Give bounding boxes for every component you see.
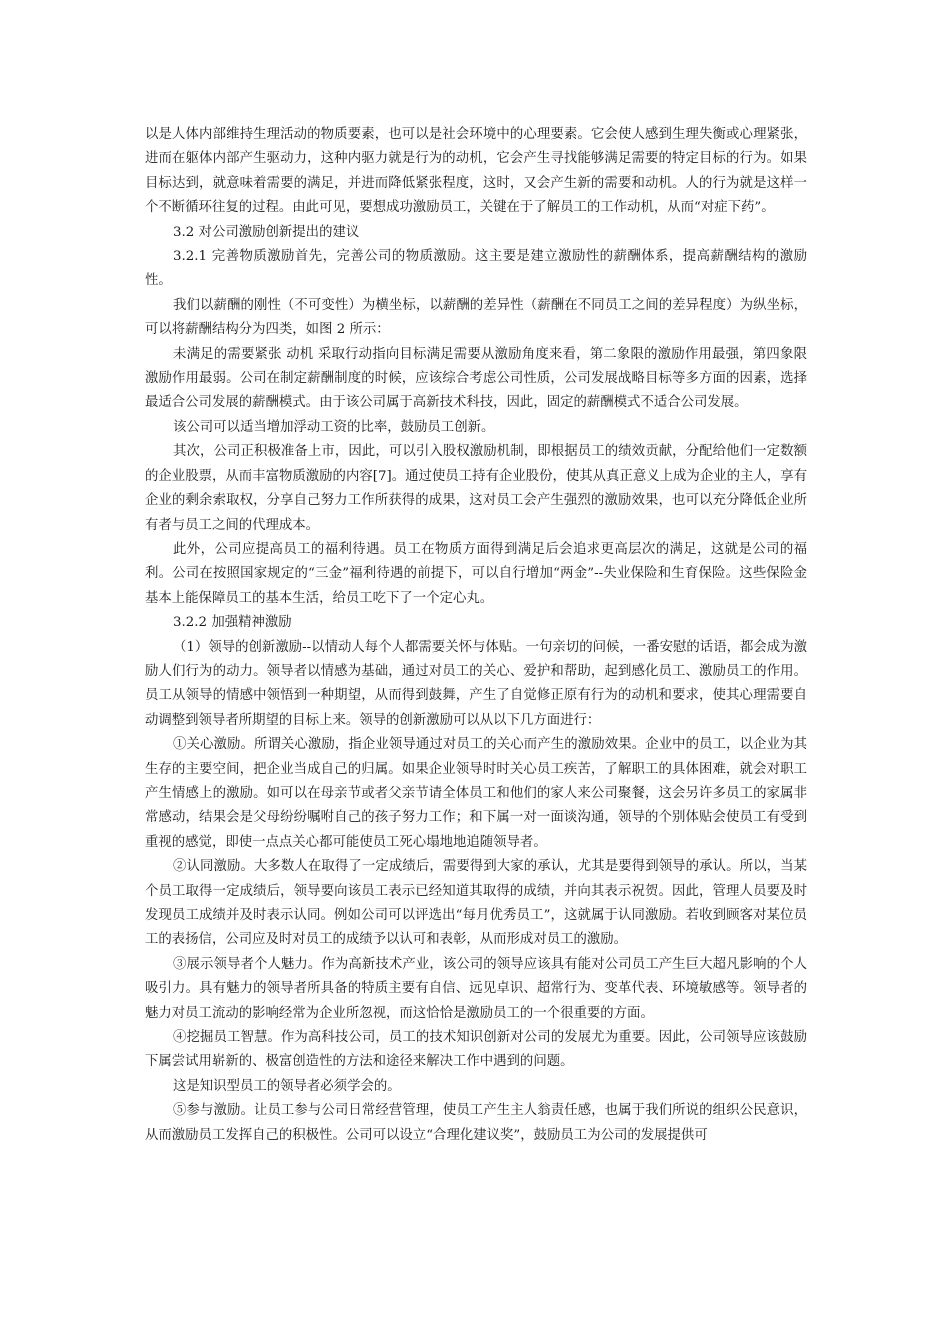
- body-paragraph: 以是人体内部维持生理活动的物质要素，也可以是社会环境中的心理要素。它会使人感到生理失衡或心理紧张，进而在躯体内部产生驱动力，这种内驱力就是行为的动机，它会产生寻找能够满足需要的特定目标的行为。如果目标达到，就意味着需要的满足，并进而降低紧张程度，这时，又会产生新的需要和动机。人的行为就是这样一个不断循环往复的过程。由此可见，要想成功激励员工，关键在于了解员工的工作动机，从而“对症下药”。: [145, 127, 807, 216]
- list-item-paragraph: ②认同激励。大多数人在取得了一定成绩后，需要得到大家的承认，尤其是要得到领导的承认。所以，当某个员工取得一定成绩后，领导要向该员工表示已经知道其取得的成绩，并向其表示祝贺。因此，管理人员要及时发现员工成绩并及时表示认同。例如公司可以评选出“每月优秀员工”，这就属于认同激励。若收到顾客对某位员工的表扬信，公司应及时对员工的成绩予以认可和表彰，从而形成对员工的激励。: [145, 859, 807, 948]
- section-heading-3-2: 3.2 对公司激励创新提出的建议: [173, 224, 360, 240]
- body-paragraph: 此外，公司应提高员工的福利待遇。员工在物质方面得到满足后会追求更高层次的满足，这就是公司的福利。公司在按照国家规定的“三金”福利待遇的前提下，可以自行增加“两金”--失业保险和生育保险。这些保险金基本上能保障员工的基本生活，给员工吃下了一个定心丸。: [145, 541, 807, 606]
- body-paragraph: 这是知识型员工的领导者必须学会的。: [173, 1078, 401, 1094]
- body-paragraph: 该公司可以适当增加浮动工资的比率，鼓励员工创新。: [173, 419, 495, 435]
- list-item-paragraph: ④挖掘员工智慧。作为高科技公司，员工的技术知识创新对公司的发展尤为重要。因此，公司领导应该鼓励下属尝试用崭新的、极富创造性的方法和途径来解决工作中遇到的问题。: [145, 1030, 807, 1070]
- list-item-paragraph: ①关心激励。所谓关心激励，指企业领导通过对员工的关心而产生的激励效果。企业中的员工，以企业为其生存的主要空间，把企业当成自己的归属。如果企业领导时时关心员工疾苦，了解职工的具体困难，就会对职工产生情感上的激励。如可以在母亲节或者父亲节请全体员工和他们的家人来公司聚餐，这会另许多员工的家属非常感动，结果会是父母纷纷嘱咐自己的孩子努力工作；和下属一对一面谈沟通，领导的个别体贴会使员工有受到重视的感觉，即使一点点关心都可能使员工死心塌地地追随领导者。: [145, 737, 807, 850]
- body-paragraph: 我们以薪酬的刚性（不可变性）为横坐标，以薪酬的差异性（薪酬在不同员工之间的差异程度）为纵坐标，可以将薪酬结构分为四类，如图 2 所示：: [145, 297, 807, 338]
- document-body: [145, 123, 807, 1148]
- body-paragraph: 其次，公司正积极准备上市，因此，可以引入股权激励机制，即根据员工的绩效贡献，分配给他们一定数额的企业股票，从而丰富物质激励的内容[7]。通过使员工持有企业股份，使其从真正意义上成为企业的主人，享有企业的剩余索取权，分享自己努力工作所获得的成果，这对员工会产生强烈的激励效果，也可以充分降低企业所有者与员工之间的代理成本。: [145, 444, 807, 533]
- body-paragraph: 未满足的需要紧张 动机 采取行动指向目标满足需要从激励角度来看，第二象限的激励作用最强，第四象限激励作用最弱。公司在制定薪酬制度的时候，应该综合考虑公司性质，公司发展战略目标等多方面的因素，选择最适合公司发展的薪酬模式。由于该公司属于高新技术科技，因此，固定的薪酬模式不适合公司发展。: [145, 346, 807, 411]
- subsection-heading-3-2-2: 3.2.2 加强精神激励: [173, 615, 292, 631]
- body-paragraph: （1）领导的创新激励--以情动人每个人都需要关怀与体贴。一句亲切的问候，一番安慰的话语，都会成为激励人们行为的动力。领导者以情感为基础，通过对员工的关心、爱护和帮助，起到感化员工、激励员工的作用。员工从领导的情感中领悟到一种期望，从而得到鼓舞，产生了自觉修正原有行为的动机和要求，使其心理需要自动调整到领导者所期望的目标上来。领导的创新激励可以从以下几方面进行：: [145, 639, 807, 728]
- list-item-paragraph: ⑤参与激励。让员工参与公司日常经营管理，使员工产生主人翁责任感，也属于我们所说的组织公民意识，从而激励员工发挥自己的积极性。公司可以设立“合理化建议奖”，鼓励员工为公司的发展提供可: [145, 1103, 807, 1143]
- list-item-paragraph: ③展示领导者个人魅力。作为高新技术产业，该公司的领导应该具有能对公司员工产生巨大超凡影响的个人吸引力。具有魅力的领导者所具备的特质主要有自信、远见卓识、超常行为、变革代表、环境敏感等。领导者的魅力对员工流动的影响经常为企业所忽视，而这恰恰是激励员工的一个很重要的方面。: [145, 956, 807, 1021]
- subsection-3-2-1-paragraph: 3.2.1 完善物质激励首先，完善公司的物质激励。这主要是建立激励性的薪酬体系，提高薪酬结构的激励性。: [145, 249, 807, 289]
